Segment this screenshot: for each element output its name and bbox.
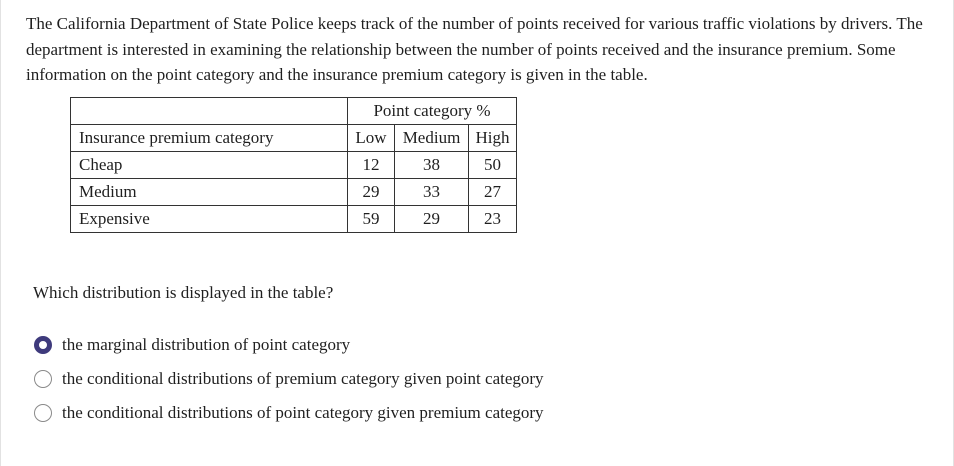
radio-button[interactable]: [34, 336, 52, 354]
table-row: [71, 206, 517, 233]
table-corner-cell: [71, 98, 348, 125]
column-header-high: High: [469, 125, 517, 152]
question-text: Which distribution is displayed in the table?: [33, 283, 334, 302]
radio-button[interactable]: [34, 370, 52, 388]
option-conditional-premium-given-point[interactable]: [34, 362, 544, 396]
radio-button[interactable]: [34, 404, 52, 422]
table-cell: 38: [395, 152, 469, 179]
table-cell: 29: [348, 179, 395, 206]
table-cell: 59: [348, 206, 395, 233]
answer-options: [34, 328, 544, 430]
point-category-header: Point category %: [348, 98, 517, 125]
table-cell: 27: [469, 179, 517, 206]
row-header-label: Insurance premium category: [71, 125, 348, 152]
option-label: the marginal distribution of point category: [62, 335, 351, 354]
table-cell: 29: [395, 206, 469, 233]
column-header-medium: Medium: [395, 125, 469, 152]
table-cell: 12: [348, 152, 395, 179]
intro-text: The California Department of State Police keeps track of the number of points received for various traffic violations by drivers. The department is interested in examining the relationship between the number of points received and the insurance premium. Some information on the point category and the insurance premium category is given in the table.: [26, 14, 923, 84]
row-label-cheap: Cheap: [71, 152, 348, 179]
table-column-header-row: [71, 125, 517, 152]
data-table: [70, 97, 517, 233]
table-cell: 50: [469, 152, 517, 179]
option-label: the conditional distributions of premium category given point category: [62, 369, 544, 388]
column-header-low: Low: [348, 125, 395, 152]
option-conditional-point-given-premium[interactable]: [34, 396, 544, 430]
table-cell: 23: [469, 206, 517, 233]
option-marginal-point-category[interactable]: [34, 328, 544, 362]
option-label: the conditional distributions of point category given premium category: [62, 403, 544, 422]
table-row: [71, 179, 517, 206]
table-group-header-row: [71, 98, 517, 125]
table-cell: 33: [395, 179, 469, 206]
table-row: [71, 152, 517, 179]
row-label-medium: Medium: [71, 179, 348, 206]
row-label-expensive: Expensive: [71, 206, 348, 233]
